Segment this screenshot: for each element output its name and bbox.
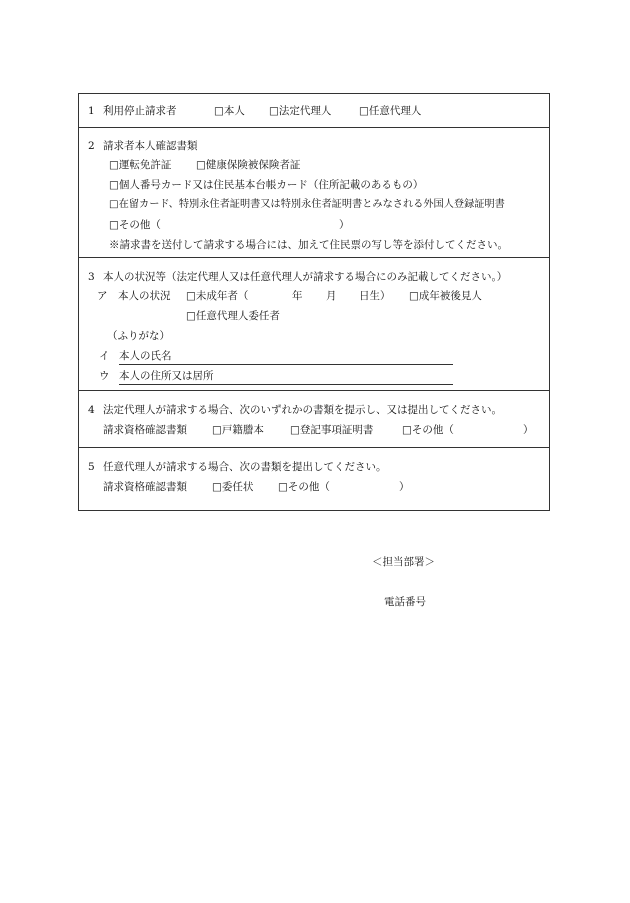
section-number: 1 bbox=[88, 105, 95, 117]
section-legal-agent-documents bbox=[79, 390, 549, 448]
other-legal-doc-close-paren: ） bbox=[523, 424, 534, 436]
checkbox-residence-card[interactable]: □在留カード、特別永住者証明書又は特別永住者証明書とみなされる外国人登録証明書 bbox=[109, 199, 505, 210]
checkbox-family-register[interactable]: □戸籍謄本 bbox=[212, 424, 264, 436]
department-label: ＜担当部署＞ bbox=[372, 556, 435, 568]
voluntary-agent-doc-label: 請求資格確認書類 bbox=[103, 481, 187, 493]
checkbox-principal-delegator[interactable]: □任意代理人委任者 bbox=[186, 310, 280, 322]
address-item-marker: ウ bbox=[99, 370, 110, 382]
section-number: 4 bbox=[88, 404, 95, 416]
principal-address-field[interactable] bbox=[119, 384, 453, 385]
checkbox-adult-ward[interactable]: □成年被後見人 bbox=[409, 290, 482, 302]
section-id-documents bbox=[79, 127, 549, 258]
phone-number-label: 電話番号 bbox=[384, 596, 426, 608]
furigana-label: （ふりがな） bbox=[107, 330, 170, 342]
checkbox-mynumber-card[interactable]: □個人番号カード又は住民基本台帳カード（住所記載のあるもの） bbox=[109, 179, 424, 191]
checkbox-other-id[interactable]: □その他（ bbox=[109, 219, 161, 231]
checkbox-drivers-license[interactable]: □運転免許証 bbox=[109, 159, 172, 171]
legal-agent-documents-title: 法定代理人が請求する場合、次のいずれかの書類を提示し、又は提出してください。 bbox=[103, 404, 502, 416]
birth-month-label: 月 bbox=[326, 290, 337, 302]
checkbox-registry-certificate[interactable]: □登記事項証明書 bbox=[290, 424, 374, 436]
section-principal-status bbox=[79, 257, 549, 391]
principal-name-label: 本人の氏名 bbox=[119, 350, 172, 362]
other-voluntary-doc-close-paren: ） bbox=[399, 481, 410, 493]
principal-address-label: 本人の住所又は居所 bbox=[119, 370, 214, 382]
checkbox-self[interactable]: □本人 bbox=[214, 105, 245, 117]
checkbox-voluntary-agent[interactable]: □任意代理人 bbox=[359, 105, 422, 117]
section-number: 3 bbox=[88, 271, 95, 283]
id-documents-title: 請求者本人確認書類 bbox=[103, 140, 198, 152]
voluntary-agent-documents-title: 任意代理人が請求する場合、次の書類を提出してください。 bbox=[103, 461, 387, 473]
principal-status-title: 本人の状況等（法定代理人又は任意代理人が請求する場合にのみ記載してください。） bbox=[103, 271, 508, 283]
checkbox-minor[interactable]: □未成年者（ bbox=[186, 290, 249, 302]
checkbox-legal-agent[interactable]: □法定代理人 bbox=[269, 105, 332, 117]
principal-name-field[interactable] bbox=[119, 364, 453, 365]
checkbox-power-of-attorney[interactable]: □委任状 bbox=[212, 481, 254, 493]
other-id-close-paren: ） bbox=[339, 219, 350, 231]
section-number: 5 bbox=[88, 461, 95, 473]
birth-day-label: 日生） bbox=[359, 290, 391, 302]
request-form-table bbox=[78, 93, 550, 511]
checkbox-other-legal-doc[interactable]: □その他（ bbox=[402, 424, 454, 436]
requester-label: 利用停止請求者 bbox=[103, 105, 177, 117]
legal-agent-doc-label: 請求資格確認書類 bbox=[103, 424, 187, 436]
name-item-marker: イ bbox=[99, 350, 110, 362]
id-documents-note: ※請求書を送付して請求する場合には、加えて住民票の写し等を添付してください。 bbox=[109, 239, 508, 251]
checkbox-health-insurance[interactable]: □健康保険被保険者証 bbox=[196, 159, 301, 171]
section-number: 2 bbox=[88, 140, 95, 152]
section-voluntary-agent-documents bbox=[79, 447, 549, 511]
section-requester bbox=[79, 94, 549, 127]
birth-year-label: 年 bbox=[292, 290, 303, 302]
principal-status-label: ア 本人の状況 bbox=[97, 290, 171, 302]
checkbox-other-voluntary-doc[interactable]: □その他（ bbox=[278, 481, 330, 493]
